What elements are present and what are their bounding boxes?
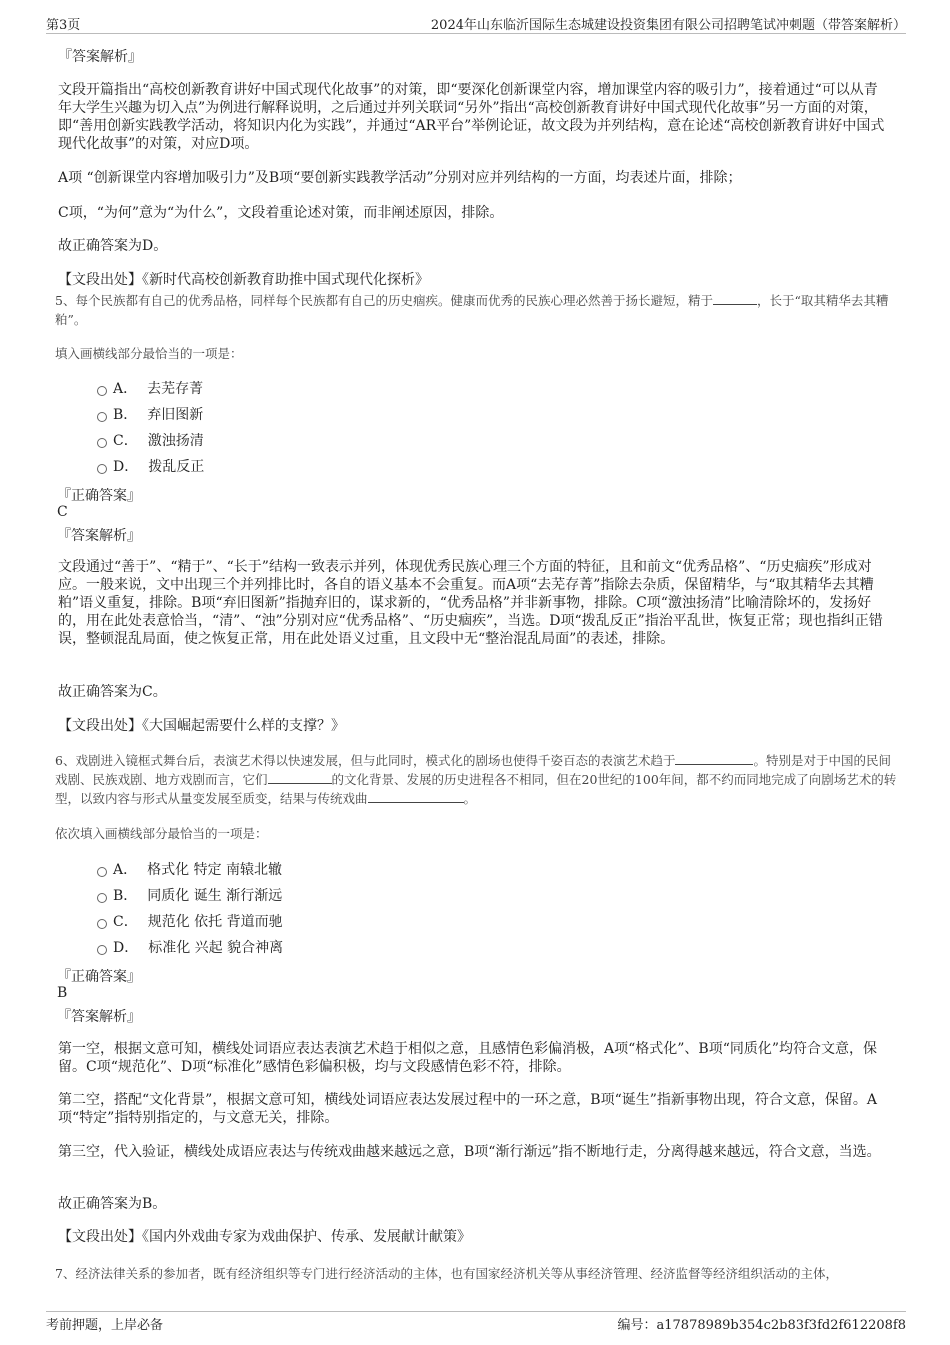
q6-source: 【文段出处】《国内外戏曲专家为戏曲保护、传承、发展献计献策》: [58, 1229, 471, 1245]
q5-source: 【文段出处】《大国崛起需要什么样的支撑？》: [58, 718, 345, 734]
q5-option-d[interactable]: D． 拨乱反正: [97, 458, 204, 476]
footer-divider: [46, 1311, 906, 1312]
q5-option-c[interactable]: C． 激浊扬清: [97, 432, 204, 450]
q6-instruction: 依次填入画横线部分最恰当的一项是：: [55, 826, 268, 841]
q4-analysis-label: 『答案解析』: [58, 49, 142, 65]
q4-analysis-paragraph: C项，“为何”意为“为什么”，文段着重论述对策，而非阐述原因，排除。: [58, 205, 504, 221]
q7-stem: 7、经济法律关系的参加者，既有经济组织等专门进行经济活动的主体，也有国家经济机关等从事经济管理、经济监督等经济组织活动的主体，: [55, 1266, 838, 1281]
radio-icon[interactable]: [97, 867, 107, 877]
radio-icon[interactable]: [97, 919, 107, 929]
footer-slogan: 考前押题，上岸必备: [46, 1318, 164, 1333]
q6-analysis-label: 『答案解析』: [57, 1009, 141, 1025]
q5-correct-answer: C: [57, 504, 68, 520]
document-title: 2024年山东临沂国际生态城建设投资集团有限公司招聘笔试冲刺题（带答案解析）: [430, 18, 906, 33]
fill-blank: [368, 790, 464, 803]
radio-icon[interactable]: [97, 464, 107, 474]
q6-option-a[interactable]: A． 格式化 特定 南辕北辙: [97, 861, 282, 879]
q6-correct-label: 『正确答案』: [57, 969, 141, 985]
q4-source: 【文段出处】《新时代高校创新教育助推中国式现代化探析》: [58, 272, 429, 288]
document-id: 编号：a17878989b354c2b83f3fd2f612208f8: [617, 1318, 906, 1333]
q6-option-d[interactable]: D． 标准化 兴起 貌合神离: [97, 939, 283, 957]
page-number: 第3页: [46, 18, 81, 33]
fill-blank: [713, 292, 757, 305]
q5-analysis-label: 『答案解析』: [57, 528, 141, 544]
radio-icon[interactable]: [97, 412, 107, 422]
radio-icon[interactable]: [97, 386, 107, 396]
q4-conclusion: 故正确答案为D。: [58, 238, 168, 254]
q6-stem: 6、戏剧进入镜框式舞台后，表演艺术得以快速发展，但与此同时，模式化的剧场也使得千姿百态的表演艺术趋于 。特别是对于中国的民间戏剧、民族戏剧、地方戏剧而言，它们 的文化背景、发展的历史进程各不相同，但在20世纪的100年间，都不约而同地完成了向剧场艺术的转型，以致内容与形式从量变发展至质变，结果与传统戏曲 。: [55, 753, 897, 806]
q5-conclusion: 故正确答案为C。: [58, 684, 167, 700]
q6-conclusion: 故正确答案为B。: [58, 1196, 167, 1212]
radio-icon[interactable]: [97, 893, 107, 903]
q5-correct-label: 『正确答案』: [57, 488, 141, 504]
fill-blank: [675, 752, 753, 765]
radio-icon[interactable]: [97, 945, 107, 955]
q6-analysis-paragraph: 第三空，代入验证，横线处成语应表达与传统戏曲越来越远之意，B项“渐行渐远”指不断地行走，分离得越来越远，符合文意，当选。: [58, 1144, 881, 1160]
q6-analysis-paragraph: 第二空，搭配“文化背景”，根据文意可知，横线处词语应表达发展过程中的一环之意，B项“诞生”指新事物出现，符合文意，保留。A项“特定”指特别指定的，与文意无关，排除。: [58, 1092, 878, 1126]
q5-analysis-paragraph: 文段通过“善于”、“精于”、“长于”结构一致表示并列，体现优秀民族心理三个方面的特征，且和前文“优秀品格”、“历史痼疾”形成对应。一般来说，文中出现三个并列排比时，各自的语义基本不会重复。而A项“去芜存菁”指除去杂质，保留精华，与“取其精华去其糟粕”语义重复，排除。B项“弃旧图新”指抛弃旧的，谋求新的，“优秀品格”并非新事物，排除。C项“激浊扬清”比喻清除坏的，发扬好的，用在此处表意恰当，“清”、“浊”分别对应“优秀品格”、“历史痼疾”，当选。D项“拨乱反正”指治平乱世，恢复正常；现也指纠正错误，整顿混乱局面，使之恢复正常，用在此处语义过重，且文段中无“整治混乱局面”的表述，排除。: [58, 559, 883, 647]
radio-icon[interactable]: [97, 438, 107, 448]
header-divider: [46, 33, 906, 34]
q5-option-a[interactable]: A． 去芜存菁: [97, 380, 203, 398]
q5-stem: 5、每个民族都有自己的优秀品格，同样每个民族都有自己的历史痼疾。健康而优秀的民族心理必然善于扬长避短，精于 ，长于“取其精华去其糟粕”。: [55, 293, 889, 327]
q6-option-b[interactable]: B． 同质化 诞生 渐行渐远: [97, 887, 282, 905]
q4-analysis-paragraph: A项 “创新课堂内容增加吸引力”及B项“要创新实践教学活动”分别对应并列结构的一方面，均表述片面，排除；: [58, 170, 742, 186]
q4-analysis-paragraph: 文段开篇指出“高校创新教育讲好中国式现代化故事”的对策，即“要深化创新课堂内容，增加课堂内容的吸引力”，接着通过“可以从青年大学生兴趣为切入点”为例进行解释说明，之后通过并列关联词“另外”指出“高校创新教育讲好中国式现代化故事”另一方面的对策，即“善用创新实践教学活动，将知识内化为实践”，并通过“AR平台”举例论证，故文段为并列结构，意在论述“高校创新教育讲好中国式现代化故事”的对策，对应D项。: [58, 82, 885, 152]
q6-option-c[interactable]: C． 规范化 依托 背道而驰: [97, 913, 283, 931]
q6-correct-answer: B: [57, 985, 68, 1001]
q6-analysis-paragraph: 第一空，根据文意可知，横线处词语应表达表演艺术趋于相似之意，且感情色彩偏消极，A项“格式化”、B项“同质化”均符合文意，保留。C项“规范化”、D项“标准化”感情色彩偏积极，均与文段感情色彩不符，排除。: [58, 1041, 878, 1075]
q5-instruction: 填入画横线部分最恰当的一项是：: [55, 346, 243, 361]
fill-blank: [268, 771, 332, 784]
q5-option-b[interactable]: B． 弃旧图新: [97, 406, 203, 424]
